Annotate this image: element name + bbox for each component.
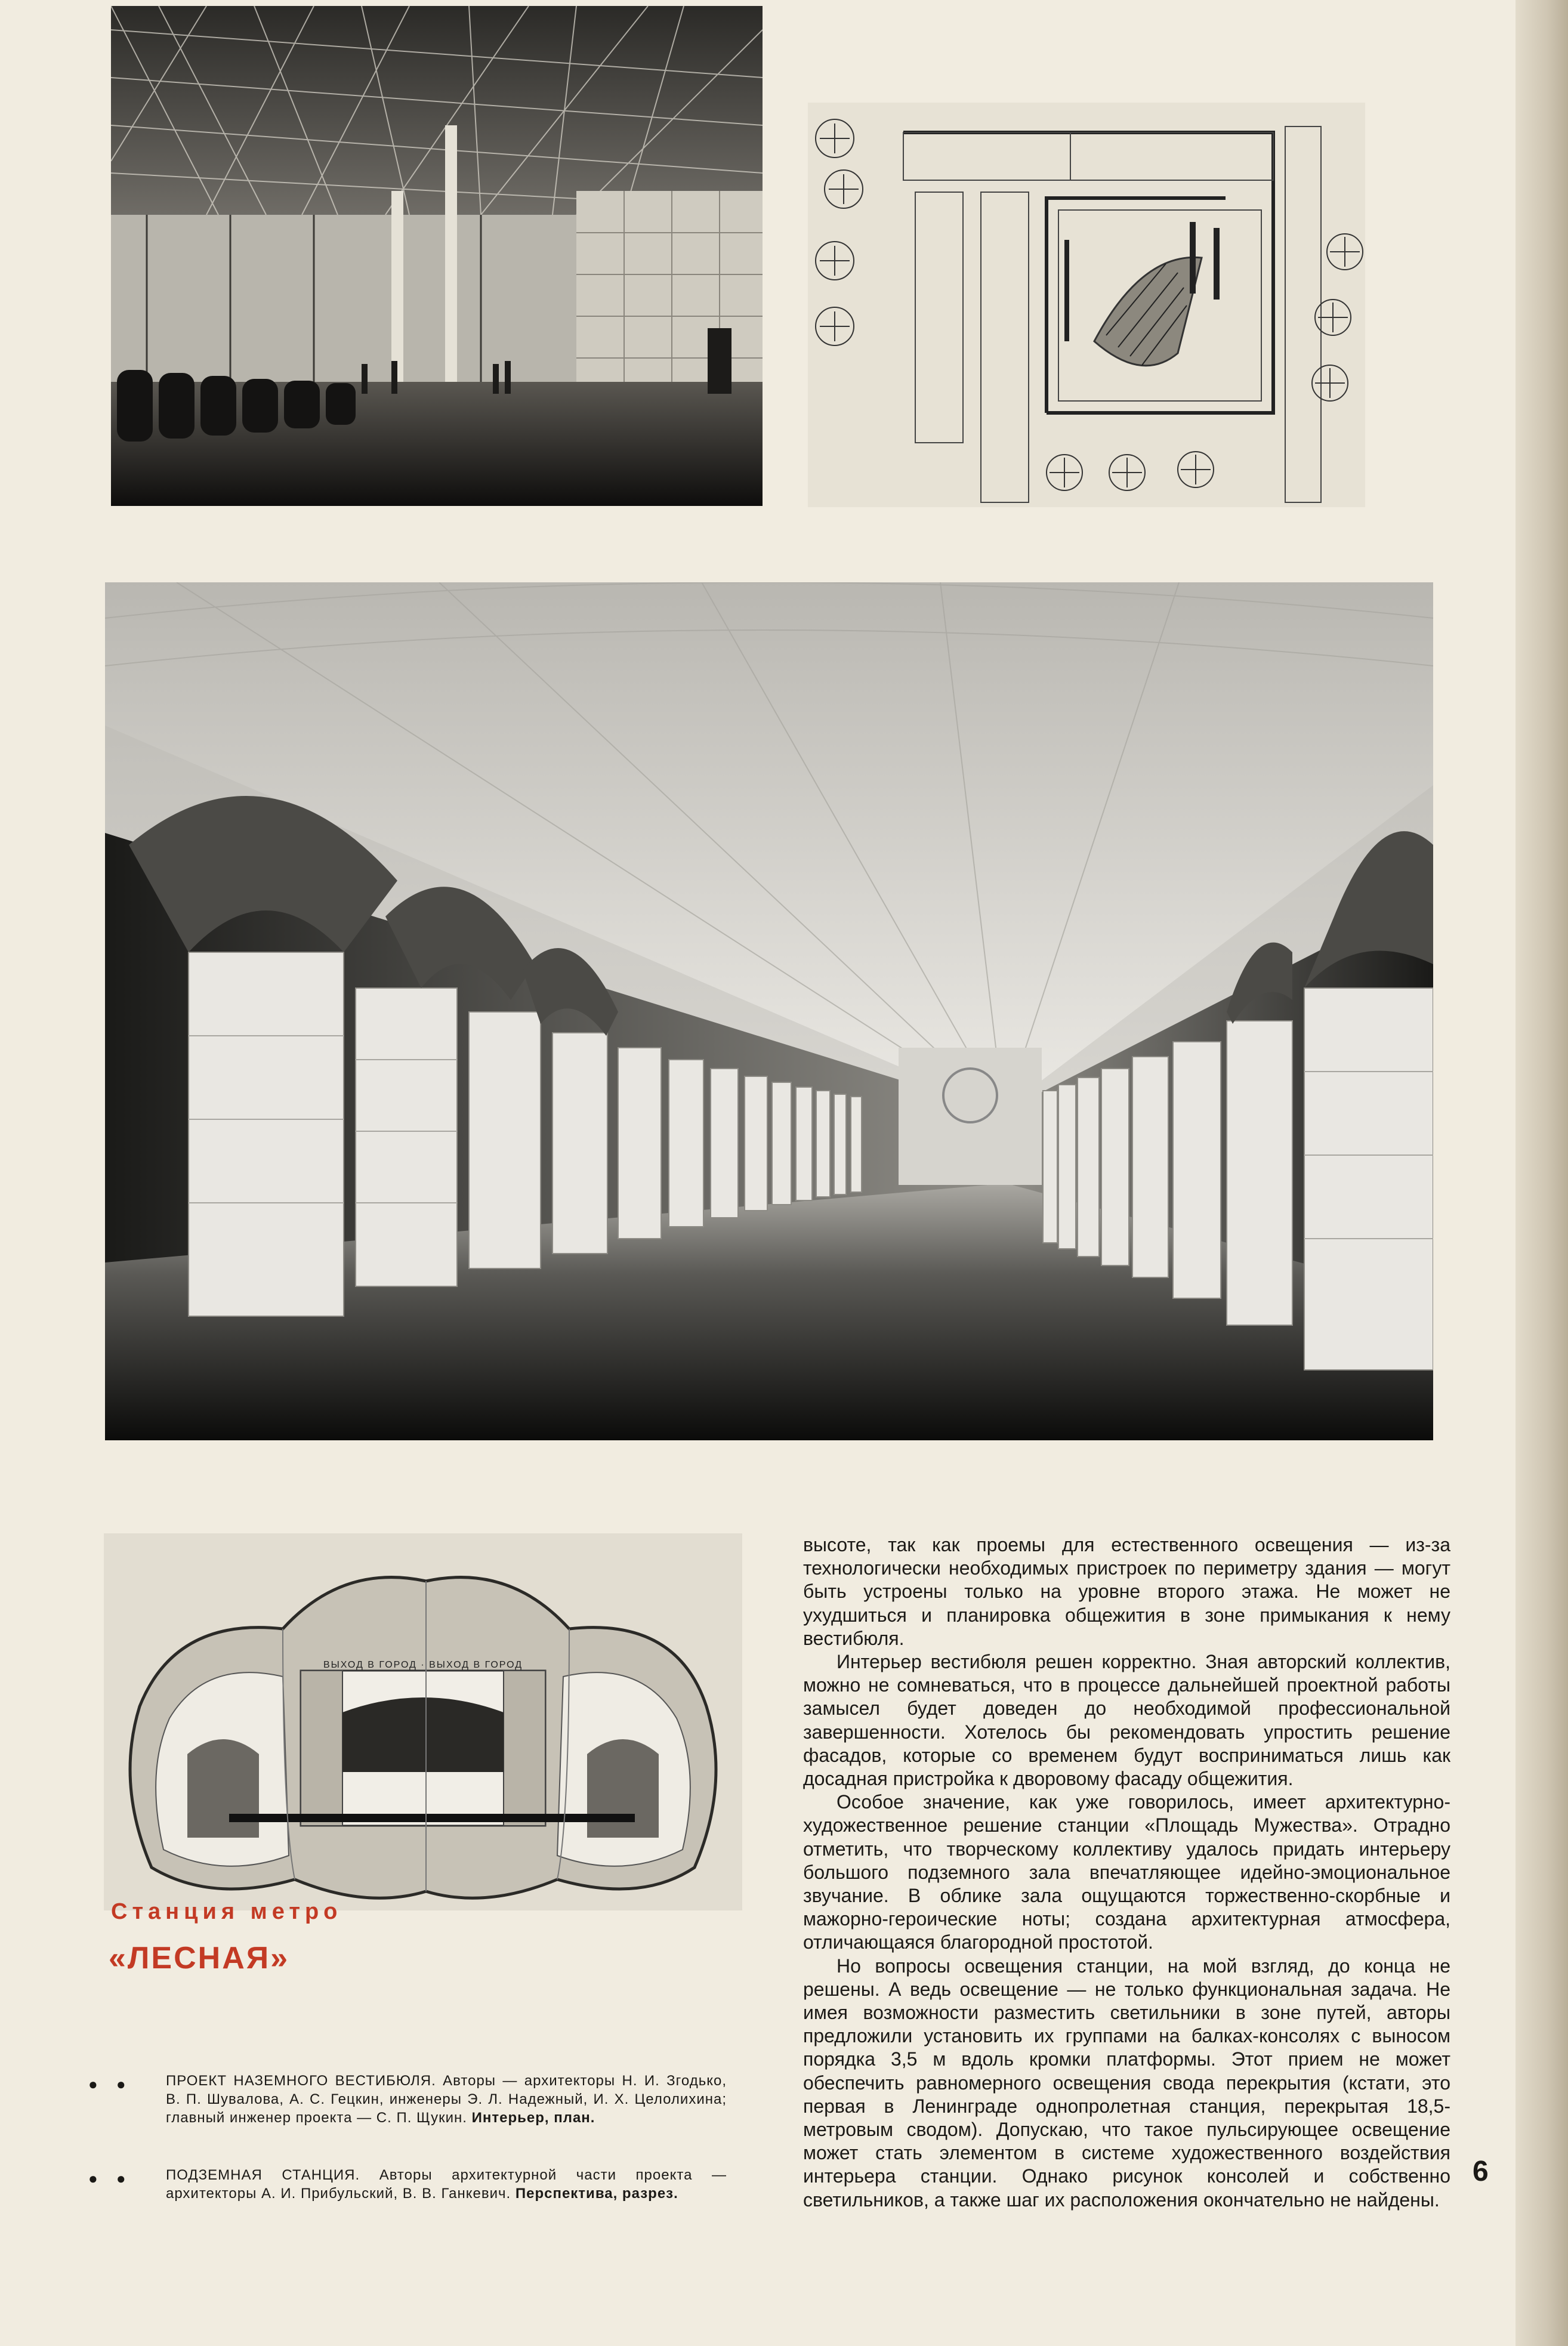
station-perspective-drawing: [105, 582, 1433, 1440]
credit-text: [166, 2072, 727, 2127]
section-title: «ЛЕСНАЯ»: [109, 1941, 290, 1975]
bullet-marker: ● ●: [88, 2075, 133, 2093]
credit-text: [166, 2166, 727, 2203]
credit-caption: Перспектива, разрез.: [515, 2186, 678, 2202]
figure-vestibule-interior: [111, 6, 763, 506]
bullet-marker: ● ●: [88, 2169, 133, 2187]
section-sign-label: ВЫХОД В ГОРОД · ВЫХОД В ГОРОД: [323, 1660, 523, 1670]
section-subtitle: Станция метро: [111, 1899, 342, 1924]
vestibule-interior-photo: [111, 6, 763, 506]
credit-body: ПОДЗЕМНАЯ СТАНЦИЯ. Авторы архитектурной части проекта — архитекторы А. И. Прибульский, В. В. Ганкевич.: [166, 2167, 727, 2202]
page-number: 6: [1473, 2156, 1489, 2187]
credit-underground-station: [88, 2166, 727, 2203]
vestibule-plan-drawing: [808, 103, 1365, 507]
article-paragraph: высоте, так как проемы для естественного освещения — из-за технологически необходимых пристроек по периметру здания — могут быть устроены только на уровне второго этажа. Не может не ухудшиться и планировка общежития в зоне примыкания к нему вестибюля.: [803, 1534, 1450, 1649]
credit-caption: Интерьер, план.: [471, 2110, 595, 2126]
article-paragraph: Интерьер вестибюля решен корректно. Зная авторский коллектив, можно не сомневаться, что в процессе дальнейшей проектной работы замысел будет доведен до необходимой профессиональной завершенности. Хотелось бы рекомендовать упростить решение фасадов, которые со временем будут восприниматься лишь как досадная пристройка к дворовому фасаду общежития.: [803, 1651, 1450, 1790]
figure-vestibule-plan: [808, 103, 1365, 507]
article-text: [803, 1533, 1450, 2212]
credit-vestibule: [88, 2072, 727, 2127]
figure-station-section: [104, 1533, 742, 1910]
figure-station-perspective: [105, 582, 1433, 1440]
station-section-drawing: [104, 1533, 742, 1910]
article-paragraph: Но вопросы освещения станции, на мой взгляд, до конца не решены. А ведь освещение — не только функциональная задача. Не имея возможности разместить светильники в зоне путей, авторы предложили установить их группами на балках-консолях с выносом порядка 3,5 м вдоль кромки платформы. Этот прием не может обеспечить равномерного освещения свода перекрытия (кстати, это первая в Ленинграде однопролетная станция, перекрытая 18,5-метровым сводом). Допускаю, что такое пульсирующее освещение может стать элементом в системе художественного воздействия интерьера станции. Однако рисунок консолей и собственно светильников, а также шаг их расположения окончательно не найдены.: [803, 1955, 1450, 2211]
page-gutter: [1515, 0, 1568, 2346]
article-paragraph: Особое значение, как уже говорилось, имеет архитектурно-художественное решение станции «Площадь Мужества». Отрадно отметить, что творческому коллективу удалось придать интерьеру большого подземного зала впечатляющее идейно-эмоциональное звучание. В облике зала ощущаются торжественно-скорбные и мажорно-героические ноты; создана архитектурная атмосфера, отличающаяся благородной простотой.: [803, 1791, 1450, 1953]
credit-body: ПРОЕКТ НАЗЕМНОГО ВЕСТИБЮЛЯ. Авторы — архитекторы Н. И. Згодько, В. П. Шувалова, А. С. Гецкин, инженеры Э. Л. Надежный, И. Х. Целолихина; главный инженер проекта — С. П. Щукин.: [166, 2073, 727, 2126]
